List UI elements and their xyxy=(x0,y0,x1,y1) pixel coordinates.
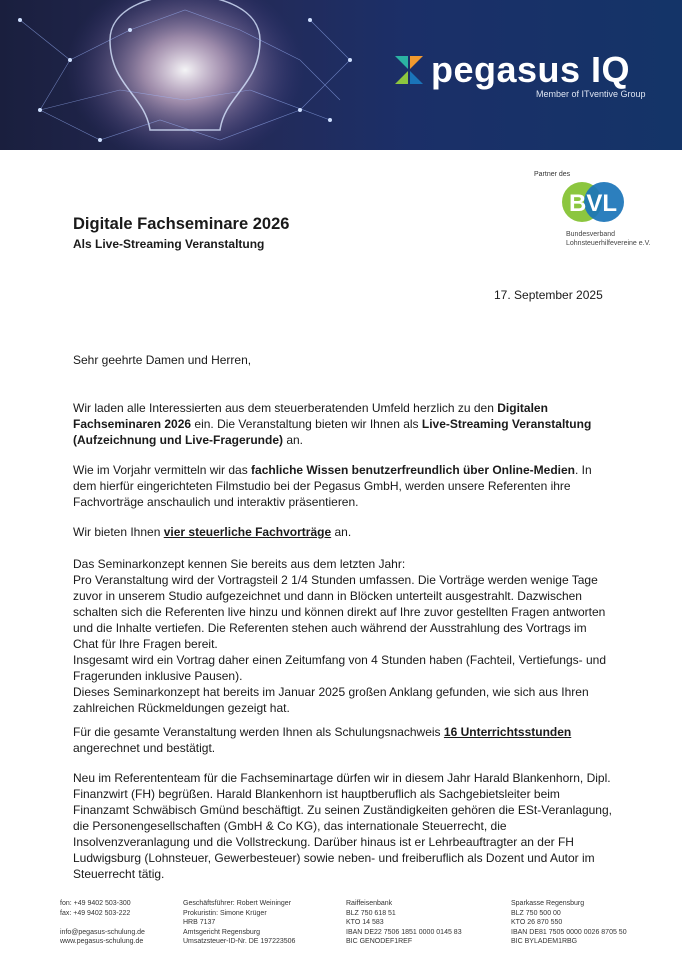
brand-tagline: Member of ITventive Group xyxy=(536,89,646,99)
header-banner xyxy=(0,0,682,150)
bvl-name-line1: Bundesverband xyxy=(566,231,616,238)
footer-bank-sparkasse: Sparkasse Regensburg BLZ 750 500 00 KTO 26 870 550 IBAN DE81 7505 0000 0026 8705 50 BIC BYLADEM1RBG xyxy=(511,900,627,946)
bvl-logo xyxy=(560,180,626,226)
brand-name: pegasus IQ xyxy=(431,49,631,90)
partner-label: Partner des xyxy=(534,171,571,178)
paragraph-concept: Das Seminarkonzept kennen Sie bereits aus dem letzten Jahr: Pro Veranstaltung wird der Vortragsteil 2 1/4 Stunden umfassen. Die Vorträge werden wenige Tage zuvor in unserem Studio aufgezeichnet und dann in Blöcken unterteilt ausgestrahlt. Dazwischen schalten sich die Referenten live hinzu und können direkt auf Ihre zuvor gestellten Fragen antworten und die Inhalte vertiefen. Die Referenten stehen auch während der Ausstrahlung des Vortrags im Chat für Ihre Fragen bereit. Insgesamt wird ein Vortrag daher einen Zeitumfang von 4 Stunden haben (Fachteil, Vertiefungs- und Fragerunden inklusive Pausen). Dieses Seminarkonzept hat bereits im Januar 2025 großen Anklang gefunden, wie sich aus Ihren zahlreichen Rückmeldungen gezeigt hat. xyxy=(73,557,606,715)
pegasus-logo xyxy=(395,49,631,90)
footer-contact: fon: +49 9402 503-300 fax: +49 9402 503-222 info@pegasus-schulung.de www.pegasus-schulung.de xyxy=(60,900,145,946)
footer-company: Geschäftsführer: Robert Weininger Prokuristin: Simone Krüger HRB 7137 Amtsgericht Regensburg Umsatzsteuer-ID-Nr. DE 197223506 xyxy=(183,900,296,946)
footer-bank-raiffeisen: Raiffeisenbank BLZ 750 618 51 KTO 14 583 IBAN DE22 7506 1851 0000 0145 83 BIC GENODEF1REF xyxy=(346,900,462,946)
document-title: Digitale Fachseminare 2026 xyxy=(73,215,290,233)
salutation: Sehr geehrte Damen und Herren, xyxy=(73,353,252,367)
letter-date: 17. September 2025 xyxy=(494,288,603,302)
bvl-name-line2: Lohnsteuerhilfevereine e.V. xyxy=(566,240,651,247)
paragraph-lectures: Wir bieten Ihnen vier steuerliche Fachvorträge an. xyxy=(73,525,352,539)
paragraph-new-speaker: Neu im Referententeam für die Fachseminartage dürfen wir in diesem Jahr Harald Blankenhorn, Dipl. Finanzwirt (FH) begrüßen. Harald Blankenhorn ist hauptberuflich als Sachgebietsleiter beim Finanzamt Schwäbisch Gmünd beschäftigt. Zu seinen Zuständigkeiten gehören die ESt-Veranlagung, die Personengesellschaften (GmbH & Co KG), das internationale Steuerrecht, die Insolvenzveranlagung und die Vollstreckung. Darüber hinaus ist er Lehrbeauftragter an der FH Ludwigsburg (Lohnsteuer, Gewerbesteuer) sowie neben- und freiberuflich als Dozent und Autor im Steuerrecht tätig. xyxy=(73,771,612,881)
pegasus-logo-icon xyxy=(395,56,423,84)
document-subtitle: Als Live-Streaming Veranstaltung xyxy=(73,237,265,251)
paragraph-training-hours: Für die gesamte Veranstaltung werden Ihnen als Schulungsnachweis 16 Unterrichtsstunden angerechnet und bestätigt. xyxy=(73,725,572,755)
paragraph-invitation: Wir laden alle Interessierten aus dem steuerberatenden Umfeld herzlich zu den Digitalen Fachseminaren 2026 ein. Die Veranstaltung bieten wir Ihnen als Live-Streaming Veranstaltung (Aufzeichnung und Live-Fragerunde) an. xyxy=(73,401,592,447)
bvl-logo-text: BVL xyxy=(569,190,617,217)
paragraph-online-media: Wie im Vorjahr vermitteln wir das fachliche Wissen benutzerfreundlich über Online-Medien. In dem hierfür eingerichteten Filmstudio bei der Pegasus GmbH, werden unsere Referenten ihre Fachvorträge anschaulich und interaktiv präsentieren. xyxy=(73,463,592,509)
